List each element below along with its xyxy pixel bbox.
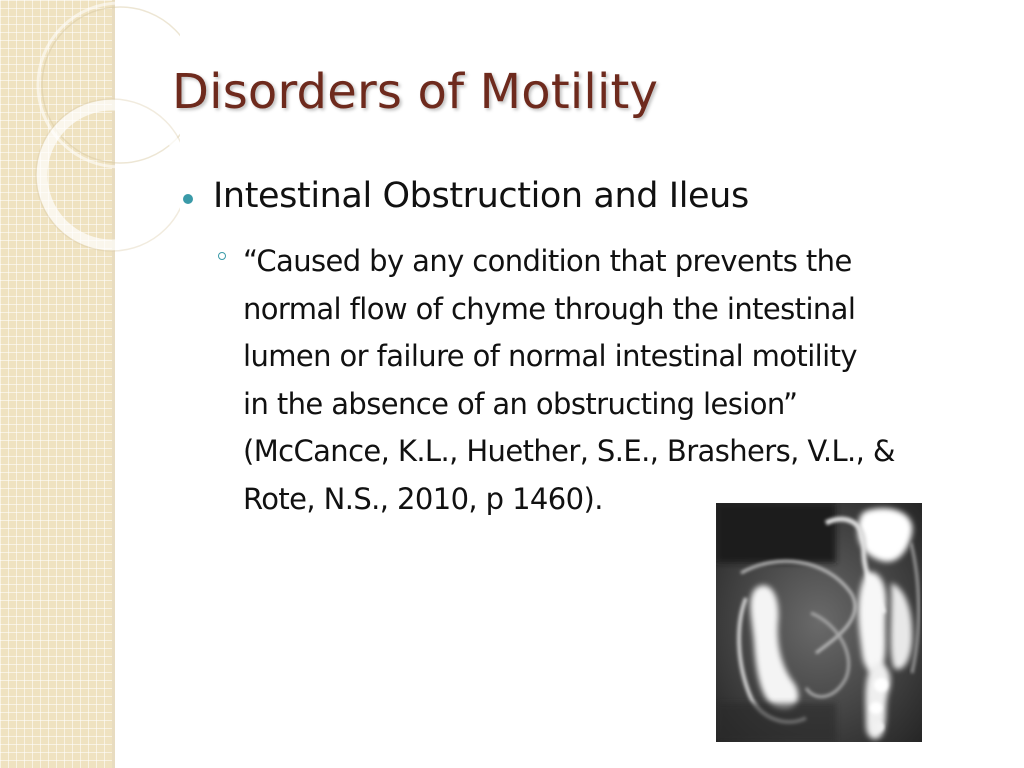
quote-line: lumen or failure of normal intestinal motility	[243, 339, 857, 373]
slide-title: Disorders of Motility	[172, 64, 659, 120]
sub-bullet-quote	[243, 238, 978, 523]
bullet-text: Intestinal Obstruction and Ileus	[213, 176, 749, 216]
bullet-dot-icon	[183, 194, 193, 204]
quote-line: “Caused by any condition that prevents the	[243, 244, 852, 278]
abdominal-xray-image	[716, 503, 922, 742]
citation-line: (McCance, K.L., Huether, S.E., Brashers, V.L., &	[243, 434, 895, 468]
decorative-rings-icon	[0, 0, 180, 300]
sub-bullet-ring-icon	[218, 252, 226, 260]
quote-line: in the absence of an obstructing lesion”	[243, 386, 798, 421]
quote-line: normal flow of chyme through the intestinal	[243, 291, 856, 326]
xray-drawing	[716, 503, 922, 742]
citation-line: Rote, N.S., 2010, p 1460).	[243, 481, 603, 516]
